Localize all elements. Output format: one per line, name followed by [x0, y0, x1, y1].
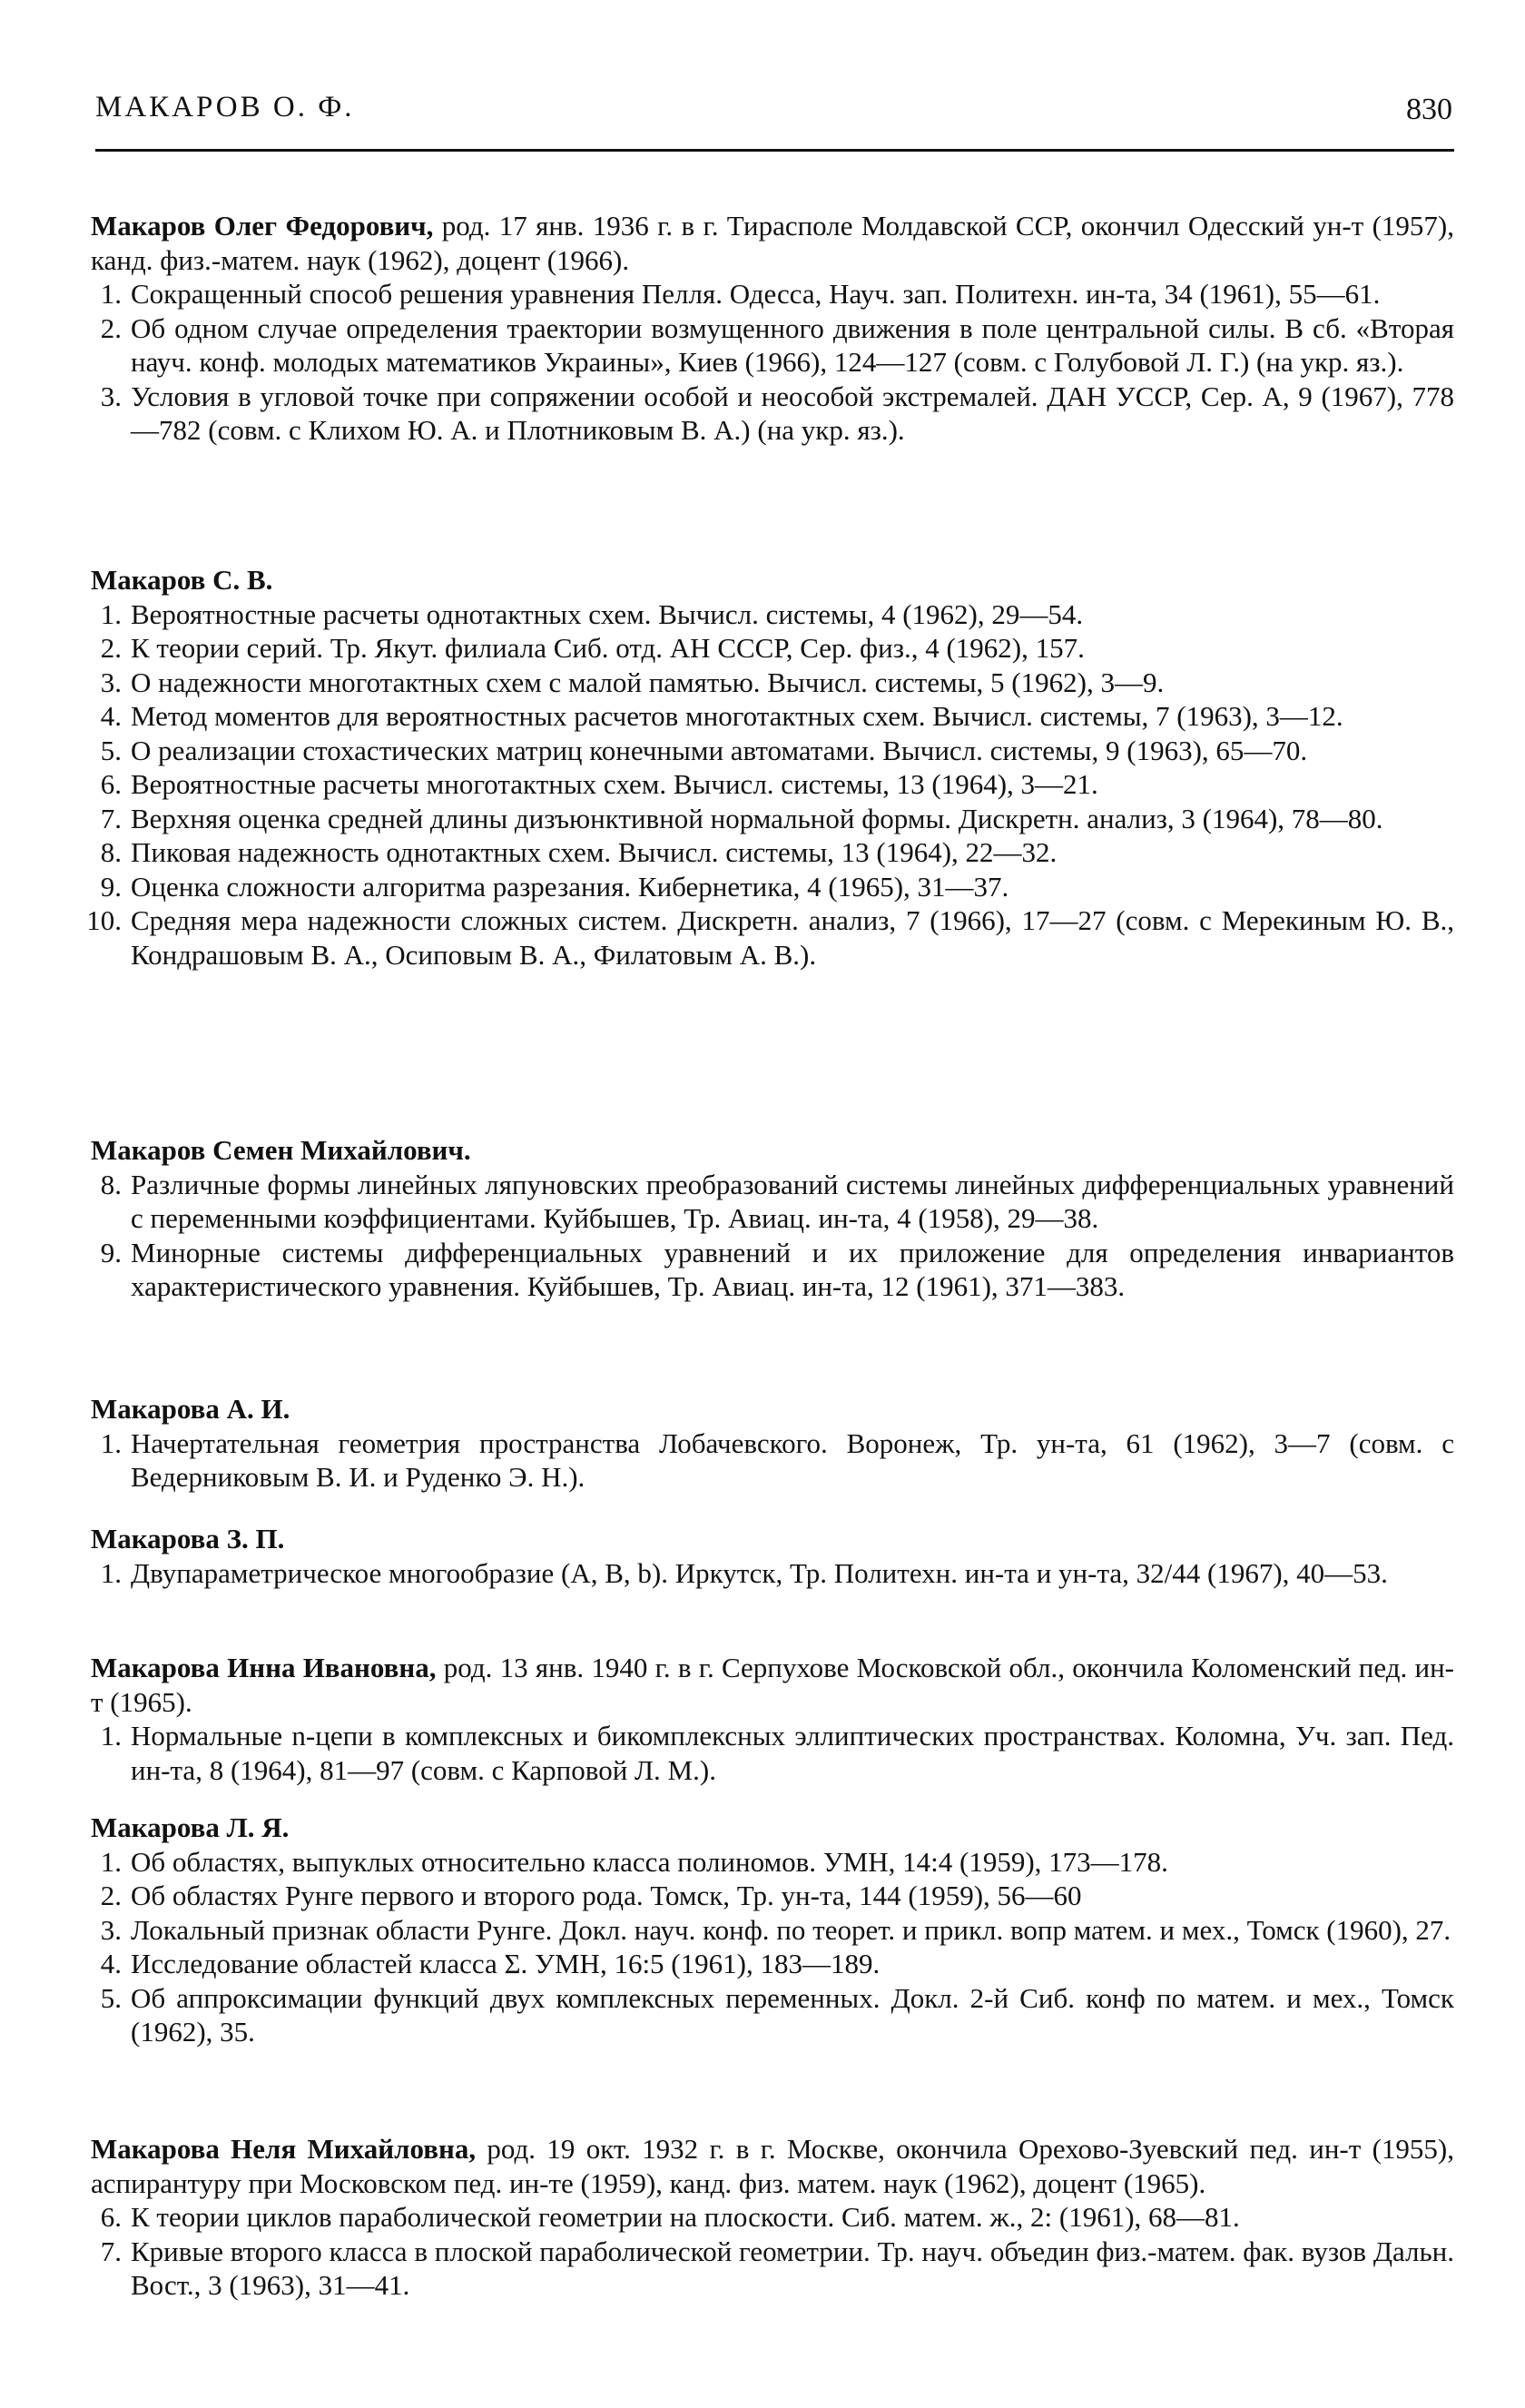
item-text: Об одном случае определения траектории возмущенного движения в поле центральной силы. В сб. «Вторая науч. конф. молодых математиков Украины», Киев (1966), 124—127 (совм. с Голубовой Л. Г.) (на укр. яз.).: [131, 311, 1454, 378]
page-number: 830: [1406, 93, 1452, 126]
publication-item: [91, 2200, 1454, 2235]
publication-item: [91, 1719, 1454, 1787]
item-text: Кривые второго класса в плоской параболической геометрии. Тр. науч. объедин физ.-матем. фак. вузов Дальн. Вост., 3 (1963), 31—41.: [131, 2235, 1454, 2301]
publication-item: [91, 1426, 1454, 1495]
item-text: Условия в угловой точке при сопряжении особой и неособой экстремалей. ДАН УССР, Сер. А, 9 (1967), 778—782 (совм. с Клихом Ю. А. и Плотниковым В. А.) (на укр. яз.).: [131, 380, 1454, 446]
item-text: Нормальные n-цепи в комплексных и бикомплексных эллиптических пространствах. Коломна, Уч. зап. Пед. ин-та, 8 (1964), 81—97 (совм. с Карповой Л. М.).: [131, 1720, 1454, 1786]
author-name: Макарова А. И.: [91, 1393, 290, 1425]
publication-item: [91, 767, 1454, 802]
publication-item: [91, 1236, 1454, 1304]
item-text: Различные формы линейных ляпуновских преобразований системы линейных дифференциальных уравнений с переменными коэффициентами. Куйбышев, Тр. Авиац. ин-та, 4 (1958), 29—38.: [131, 1168, 1454, 1234]
publication-item: [91, 2235, 1454, 2303]
item-number: 7.: [100, 802, 122, 834]
item-number: 4.: [100, 700, 122, 732]
item-number: 1.: [100, 1556, 122, 1589]
item-number: 9.: [100, 1236, 122, 1268]
author-entry: [86, 563, 1454, 972]
author-name: Макаров Семен Михайлович.: [91, 1134, 471, 1166]
item-number: 3.: [100, 666, 122, 698]
author-name: Макарова З. П.: [91, 1523, 285, 1554]
item-number: 1.: [100, 597, 122, 630]
item-text: Начертательная геометрия пространства Лобачевского. Воронеж, Тр. ун-та, 61 (1962), 3—7 (совм. с Ведерниковым В. И. и Руденко Э. Н.).: [131, 1426, 1454, 1493]
item-number: 1.: [100, 1720, 122, 1752]
publication-item: [91, 802, 1454, 836]
item-text: Об областях, выпуклых относительно класса полиномов. УМН, 14:4 (1959), 173—178.: [131, 1845, 1168, 1878]
author-heading: [91, 563, 1454, 597]
item-number: 7.: [100, 2235, 122, 2267]
publication-item: [86, 903, 1454, 972]
publication-item: [91, 1556, 1454, 1591]
item-text: Минорные системы дифференциальных уравнений и их приложение для определения инвариантов характеристического уравнения. Куйбышев, Тр. Авиац. ин-та, 12 (1961), 371—383.: [131, 1236, 1454, 1302]
running-header: [95, 91, 1452, 145]
publication-item: [91, 1879, 1454, 1913]
item-number: 5.: [100, 734, 122, 766]
item-number: 8.: [100, 836, 122, 868]
item-text: Об аппроксимации функций двух комплексных переменных. Докл. 2-й Сиб. конф по матем. и мех., Томск (1962), 35.: [131, 1981, 1454, 2048]
author-entry: [91, 209, 1454, 448]
item-number: 10.: [86, 904, 122, 936]
item-text: Вероятностные расчеты многотактных схем. Вычисл. системы, 13 (1964), 3—21.: [131, 768, 1098, 800]
author-bio: род. 13 янв. 1940 г. в г. Серпухове Московской обл., окончила Коломенский пед. ин-т (1965).: [91, 1652, 1454, 1718]
author-heading: [91, 209, 1454, 277]
publication-item: [91, 380, 1454, 448]
item-number: 2.: [100, 311, 122, 344]
item-text: Вероятностные расчеты однотактных схем. Вычисл. системы, 4 (1962), 29—54.: [131, 597, 1084, 630]
item-number: 1.: [100, 278, 122, 310]
item-number: 2.: [100, 632, 122, 664]
author-entry: [91, 1392, 1454, 1495]
author-entry: [91, 1133, 1454, 1304]
item-text: Двупараметрическое многообразие (A, B, b). Иркутск, Тр. Политехн. ин-та и ун-та, 32/44 (1967), 40—53.: [131, 1556, 1388, 1589]
item-number: 6.: [100, 768, 122, 800]
item-number: 8.: [100, 1168, 122, 1200]
publication-item: [91, 597, 1454, 632]
publication-item: [91, 666, 1454, 700]
item-number: 3.: [100, 380, 122, 412]
item-text: Исследование областей класса Σ. УМН, 16:5 (1961), 183—189.: [131, 1948, 881, 1979]
author-entry: [91, 1522, 1454, 1590]
author-name: Макарова Инна Ивановна,: [91, 1652, 437, 1683]
author-name: Макаров С. В.: [91, 564, 273, 596]
publication-item: [91, 277, 1454, 311]
item-number: 1.: [100, 1426, 122, 1459]
author-name: Макарова Неля Михайловна,: [91, 2133, 477, 2165]
publication-item: [91, 1913, 1454, 1948]
item-text: Средняя мера надежности сложных систем. Дискретн. анализ, 7 (1966), 17—27 (совм. с Мерекиным Ю. В., Кондрашовым В. А., Осиповым В. А., Филатовым А. В.).: [131, 904, 1454, 971]
publication-item: [91, 734, 1454, 768]
item-number: 9.: [100, 870, 122, 903]
author-bio: род. 17 янв. 1936 г. в г. Тирасполе Молдавской ССР, окончил Одесский ун-т (1957), канд. физ.-матем. наук (1962), доцент (1966).: [91, 210, 1454, 276]
author-bio: род. 19 окт. 1932 г. в г. Москве, окончила Орехово-Зуевский пед. ин-т (1955), аспирантуру при Московском пед. ин-те (1959), канд. физ. матем. наук (1962), доцент (1965).: [91, 2133, 1454, 2199]
item-text: О надежности многотактных схем с малой памятью. Вычисл. системы, 5 (1962), 3—9.: [131, 666, 1165, 698]
item-text: Локальный признак области Рунге. Докл. науч. конф. по теорет. и прикл. вопр матем. и мех., Томск (1960), 27.: [131, 1913, 1451, 1946]
item-number: 2.: [100, 1880, 122, 1911]
publication-item: [91, 1168, 1454, 1236]
item-text: Об областях Рунге первого и второго рода. Томск, Тр. ун-та, 144 (1959), 56—60: [131, 1880, 1082, 1911]
author-heading: [91, 1522, 1454, 1556]
item-text: Сокращенный способ решения уравнения Пелля. Одесса, Науч. зап. Политехн. ин-та, 34 (1961), 55—61.: [131, 278, 1381, 310]
item-text: Верхняя оценка средней длины дизъюнктивной нормальной формы. Дискретн. анализ, 3 (1964), 78—80.: [131, 802, 1383, 834]
publication-item: [91, 1947, 1454, 1981]
header-rule: [95, 149, 1454, 152]
item-number: 4.: [100, 1948, 122, 1979]
author-heading: [91, 1392, 1454, 1426]
header-title: МАКАРОВ О. Ф.: [95, 91, 355, 123]
publication-item: [91, 835, 1454, 870]
author-heading: [91, 1651, 1454, 1719]
author-heading: [91, 1811, 1454, 1845]
author-entry: [91, 1651, 1454, 1787]
author-entry: [91, 1811, 1454, 2049]
publication-item: [91, 1845, 1454, 1880]
publication-item: [91, 1981, 1454, 2049]
item-number: 3.: [100, 1913, 122, 1946]
item-text: Метод моментов для вероятностных расчетов многотактных схем. Вычисл. системы, 7 (1963), 3—12.: [131, 700, 1343, 732]
author-heading: [91, 1133, 1454, 1168]
publication-item: [91, 631, 1454, 666]
item-number: 6.: [100, 2201, 122, 2233]
item-number: 1.: [100, 1845, 122, 1878]
publication-item: [91, 870, 1454, 904]
item-text: К теории серий. Тр. Якут. филиала Сиб. отд. АН СССР, Сер. физ., 4 (1962), 157.: [131, 632, 1085, 664]
item-text: Оценка сложности алгоритма разрезания. Кибернетика, 4 (1965), 31—37.: [131, 870, 1009, 903]
publication-item: [91, 311, 1454, 380]
item-number: 5.: [100, 1981, 122, 2014]
item-text: О реализации стохастических матриц конечными автоматами. Вычисл. системы, 9 (1963), 65—70.: [131, 734, 1308, 766]
publication-item: [91, 699, 1454, 734]
item-text: Пиковая надежность однотактных схем. Вычисл. системы, 13 (1964), 22—32.: [131, 836, 1058, 868]
author-name: Макаров Олег Федорович,: [91, 210, 434, 242]
author-entry: [91, 2132, 1454, 2303]
author-heading: [91, 2132, 1454, 2200]
item-text: К теории циклов параболической геометрии на плоскости. Сиб. матем. ж., 2: (1961), 68—81.: [131, 2201, 1240, 2233]
author-name: Макарова Л. Я.: [91, 1811, 290, 1843]
